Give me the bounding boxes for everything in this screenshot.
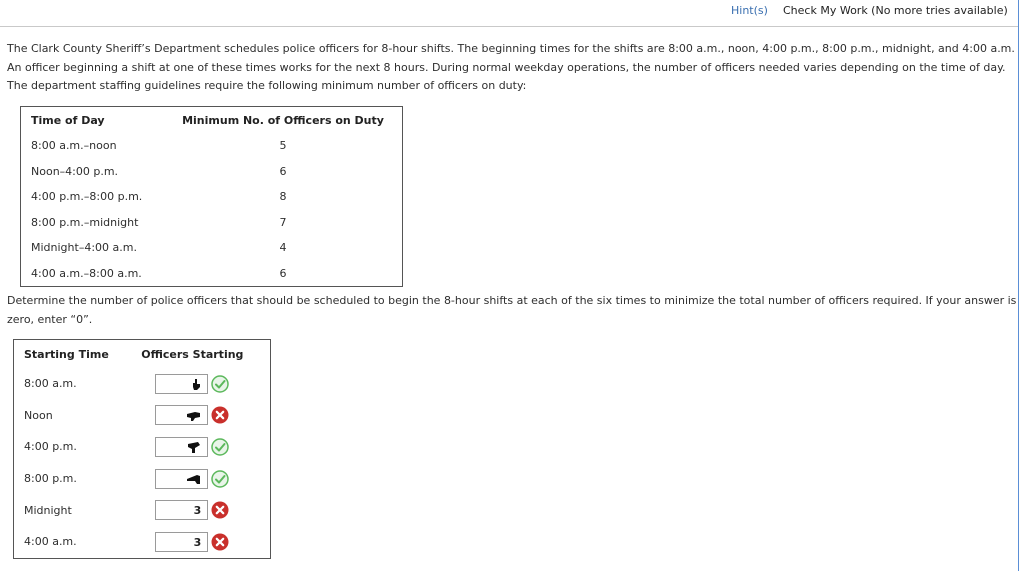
time-of-day-cell: Noon–4:00 p.m. bbox=[31, 164, 119, 178]
answer-table bbox=[13, 339, 271, 559]
column-header-starting-time: Starting Time bbox=[24, 347, 109, 361]
answer-cell bbox=[131, 463, 270, 495]
officers-input-noon[interactable] bbox=[155, 405, 208, 425]
answer-row bbox=[14, 368, 271, 400]
staffing-requirements-table bbox=[20, 106, 403, 287]
answer-row bbox=[14, 494, 271, 526]
minimum-officers-cell: 6 bbox=[279, 266, 287, 280]
answer-header-row bbox=[14, 340, 271, 369]
officers-input-4pm[interactable] bbox=[155, 437, 208, 457]
table-row bbox=[21, 235, 403, 260]
starting-time-label: 8:00 p.m. bbox=[24, 472, 77, 486]
table-row bbox=[21, 184, 403, 209]
starting-time-label: 4:00 a.m. bbox=[24, 535, 77, 549]
table-row bbox=[21, 158, 403, 183]
correct-check-icon bbox=[211, 438, 229, 456]
time-of-day-cell: 8:00 p.m.–midnight bbox=[31, 215, 139, 229]
answer-row bbox=[14, 400, 271, 432]
incorrect-x-icon bbox=[211, 406, 229, 424]
time-of-day-cell: 4:00 p.m.–8:00 p.m. bbox=[31, 190, 143, 204]
minimum-officers-cell: 4 bbox=[279, 241, 287, 255]
incorrect-x-icon bbox=[211, 533, 229, 551]
time-of-day-cell: Midnight–4:00 a.m. bbox=[31, 241, 137, 255]
starting-time-label: 4:00 p.m. bbox=[24, 440, 77, 454]
column-header-time-of-day: Time of Day bbox=[31, 113, 105, 127]
answer-row bbox=[14, 463, 271, 495]
answer-cell bbox=[131, 526, 270, 558]
table-row bbox=[21, 209, 403, 234]
answer-cell bbox=[131, 494, 270, 526]
time-of-day-cell: 8:00 a.m.–noon bbox=[31, 139, 117, 153]
check-my-work-button[interactable]: Check My Work (No more tries available) bbox=[783, 4, 1008, 17]
starting-time-label: Midnight bbox=[24, 503, 72, 517]
column-header-minimum-officers: Minimum No. of Officers on Duty bbox=[182, 113, 384, 127]
problem-intro: The Clark County Sheriff’s Department schedules police officers for 8-hour shifts. The beginning times for the shifts are 8:00 a.m., noon, 4:00 p.m., 8:00 p.m., midnight, and 4:00 a.m. An officer beginning a shift at one of these times works for the next 8 hours. During normal weekday operations, the number of officers needed varies depending on the time of day. The department staffing guidelines require the following minimum number of officers on duty: bbox=[7, 42, 1015, 92]
time-of-day-cell: 4:00 a.m.–8:00 a.m. bbox=[31, 266, 142, 280]
table-header-row bbox=[21, 107, 403, 134]
cursor-icon bbox=[186, 409, 202, 423]
minimum-officers-cell: 8 bbox=[279, 190, 287, 204]
starting-time-label: Noon bbox=[24, 408, 53, 422]
hints-link[interactable]: Hint(s) bbox=[731, 4, 768, 17]
officers-input-midnight[interactable]: 3 bbox=[155, 500, 208, 520]
correct-check-icon bbox=[211, 470, 229, 488]
answer-row bbox=[14, 526, 271, 558]
minimum-officers-cell: 6 bbox=[279, 164, 287, 178]
cursor-icon bbox=[190, 378, 202, 392]
answer-cell bbox=[131, 400, 270, 432]
minimum-officers-cell: 5 bbox=[279, 139, 287, 153]
officers-input-8am[interactable] bbox=[155, 374, 208, 394]
answer-cell bbox=[131, 431, 270, 463]
answer-row bbox=[14, 431, 271, 463]
top-toolbar bbox=[0, 0, 1018, 27]
correct-check-icon bbox=[211, 375, 229, 393]
answer-cell bbox=[131, 368, 270, 400]
incorrect-x-icon bbox=[211, 501, 229, 519]
officers-input-4am[interactable]: 3 bbox=[155, 532, 208, 552]
minimum-officers-cell: 7 bbox=[279, 215, 287, 229]
officers-input-8pm[interactable] bbox=[155, 469, 208, 489]
table-row bbox=[21, 260, 403, 286]
table-row bbox=[21, 133, 403, 158]
column-header-officers-starting: Officers Starting bbox=[141, 347, 244, 361]
cursor-icon bbox=[186, 473, 202, 487]
starting-time-label: 8:00 a.m. bbox=[24, 377, 77, 391]
cursor-icon bbox=[186, 441, 202, 455]
question-text: Determine the number of police officers that should be scheduled to begin the 8-hour shifts at each of the six times to minimize the total number of officers required. If your answer is zero, enter “0”. bbox=[7, 294, 1017, 326]
